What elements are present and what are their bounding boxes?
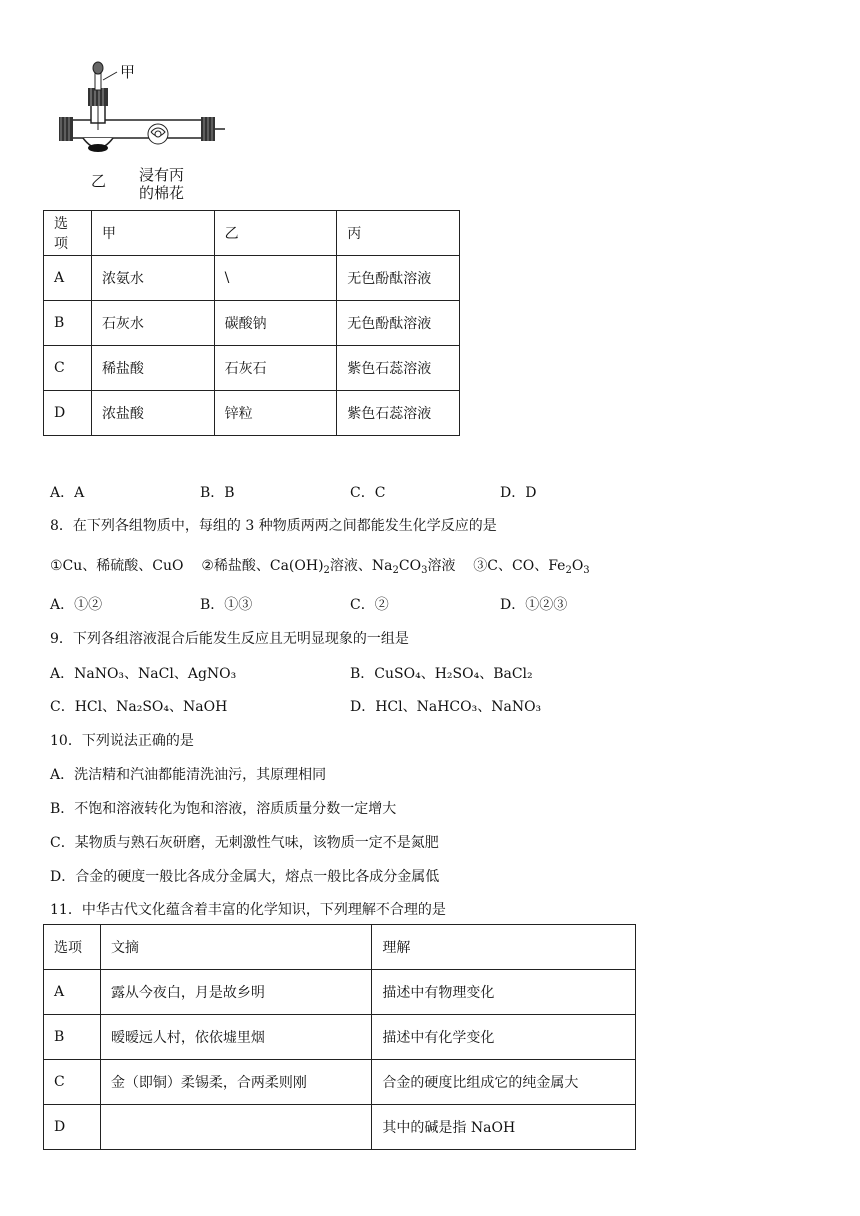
table-row (44, 1060, 636, 1105)
apparatus-figure (55, 58, 235, 203)
table-row (44, 301, 460, 346)
table-header-cell: 文摘 (100, 925, 371, 970)
table-row (44, 346, 460, 391)
q10-option-a: A．洗洁精和汽油都能清洗油污，其原理相同 (50, 767, 327, 783)
table-row (44, 391, 460, 436)
table-cell: 描述中有化学变化 (372, 1015, 636, 1060)
q8-group3-a: ③C、CO、Fe (473, 558, 566, 574)
q10-option-d: D．合金的硬度一般比各成分金属大，熔点一般比各成分金属低 (50, 869, 440, 885)
table-row (44, 1015, 636, 1060)
table-header-cell: 甲 (91, 211, 214, 256)
table-cell: 浓氨水 (91, 256, 214, 301)
label-bing-2: 的棉花 (139, 184, 185, 202)
q8-group1: ①Cu、稀硫酸、CuO (50, 558, 184, 574)
table-cell: 锌粒 (214, 391, 337, 436)
table-cell: D (44, 1105, 101, 1150)
table-cell: 紫色石蕊溶液 (337, 391, 460, 436)
q9-option-d: D．HCl、NaHCO₃、NaNO₃ (350, 699, 542, 715)
q10-option-c: C．某物质与熟石灰研磨，无刺激性气味，该物质一定不是氮肥 (50, 835, 439, 851)
table-row (44, 256, 460, 301)
table-cell: 其中的碱是指 NaOH (372, 1105, 636, 1150)
table-cell: B (44, 1015, 101, 1060)
table-cell: 暧暧远人村，依依墟里烟 (100, 1015, 371, 1060)
q8-group2-b: 溶液、Na (329, 558, 393, 574)
options-table-q7 (43, 210, 460, 436)
q7-option-b: B．B (200, 485, 235, 501)
table-cell: C (44, 346, 92, 391)
q11-stem: 11．中华古代文化蕴含着丰富的化学知识，下列理解不合理的是 (50, 902, 446, 918)
label-jia: 甲 (120, 63, 136, 81)
table-cell: 稀盐酸 (91, 346, 214, 391)
table-cell: A (44, 256, 92, 301)
options-table-q11 (43, 924, 636, 1150)
table-header-row (44, 925, 636, 970)
q8-stem: 8．在下列各组物质中，每组的 3 种物质两两之间都能发生化学反应的是 (50, 518, 497, 534)
label-bing-1: 浸有丙 (139, 166, 185, 184)
table-cell (100, 1105, 371, 1150)
table-header-cell: 理解 (372, 925, 636, 970)
table-row (44, 1105, 636, 1150)
table-cell: 无色酚酞溶液 (337, 301, 460, 346)
table-cell: 金（即铜）柔锡柔，合两柔则刚 (100, 1060, 371, 1105)
table-cell: \ (214, 256, 337, 301)
table-cell: 石灰石 (214, 346, 337, 391)
q10-stem: 10．下列说法正确的是 (50, 733, 194, 749)
table-cell: 浓盐酸 (91, 391, 214, 436)
table-header-cell: 选项 (44, 211, 92, 256)
q7-option-d: D．D (500, 485, 537, 501)
q8-group2-d: 溶液 (427, 558, 456, 574)
table-cell: 露从今夜白，月是故乡明 (100, 970, 371, 1015)
table-cell: 描述中有物理变化 (372, 970, 636, 1015)
q8-group3-b: O (571, 558, 584, 574)
q7-option-a: A．A (50, 485, 85, 501)
table-cell: D (44, 391, 92, 436)
table-cell: 碳酸钠 (214, 301, 337, 346)
q8-group2-a: ②稀盐酸、Ca(OH) (201, 558, 324, 574)
q9-stem: 9．下列各组溶液混合后能发生反应且无明显现象的一组是 (50, 631, 409, 647)
table-header-cell: 选项 (44, 925, 101, 970)
q9-option-c: C．HCl、Na₂SO₄、NaOH (50, 699, 228, 715)
label-yi: 乙 (91, 172, 107, 190)
table-cell: C (44, 1060, 101, 1105)
table-cell: B (44, 301, 92, 346)
table-cell: 紫色石蕊溶液 (337, 346, 460, 391)
q8-option-c: C．② (350, 597, 389, 613)
q8-option-d: D．①②③ (500, 597, 568, 613)
q9-option-b: B．CuSO₄、H₂SO₄、BaCl₂ (350, 666, 533, 682)
q8-group2-c: CO (398, 558, 422, 574)
q7-option-c: C．C (350, 485, 386, 501)
table-header-cell: 乙 (214, 211, 337, 256)
q10-option-b: B．不饱和溶液转化为饱和溶液，溶质质量分数一定增大 (50, 801, 397, 817)
table-cell: A (44, 970, 101, 1015)
q8-option-a: A．①② (50, 597, 103, 613)
table-cell: 无色酚酞溶液 (337, 256, 460, 301)
table-header-cell: 丙 (337, 211, 460, 256)
q8-option-b: B．①③ (200, 597, 253, 613)
q9-option-a: A．NaNO₃、NaCl、AgNO₃ (50, 666, 237, 682)
table-header-row (44, 211, 460, 256)
q8-groups: ①Cu、稀硫酸、CuO ②稀盐酸、$Ca(OH)_2$溶液、$Na_2CO_3$溶液 ③C、CO、$Fe_2O_3$ (50, 558, 590, 576)
table-row (44, 970, 636, 1015)
table-cell: 合金的硬度比组成它的纯金属大 (372, 1060, 636, 1105)
table-cell: 石灰水 (91, 301, 214, 346)
